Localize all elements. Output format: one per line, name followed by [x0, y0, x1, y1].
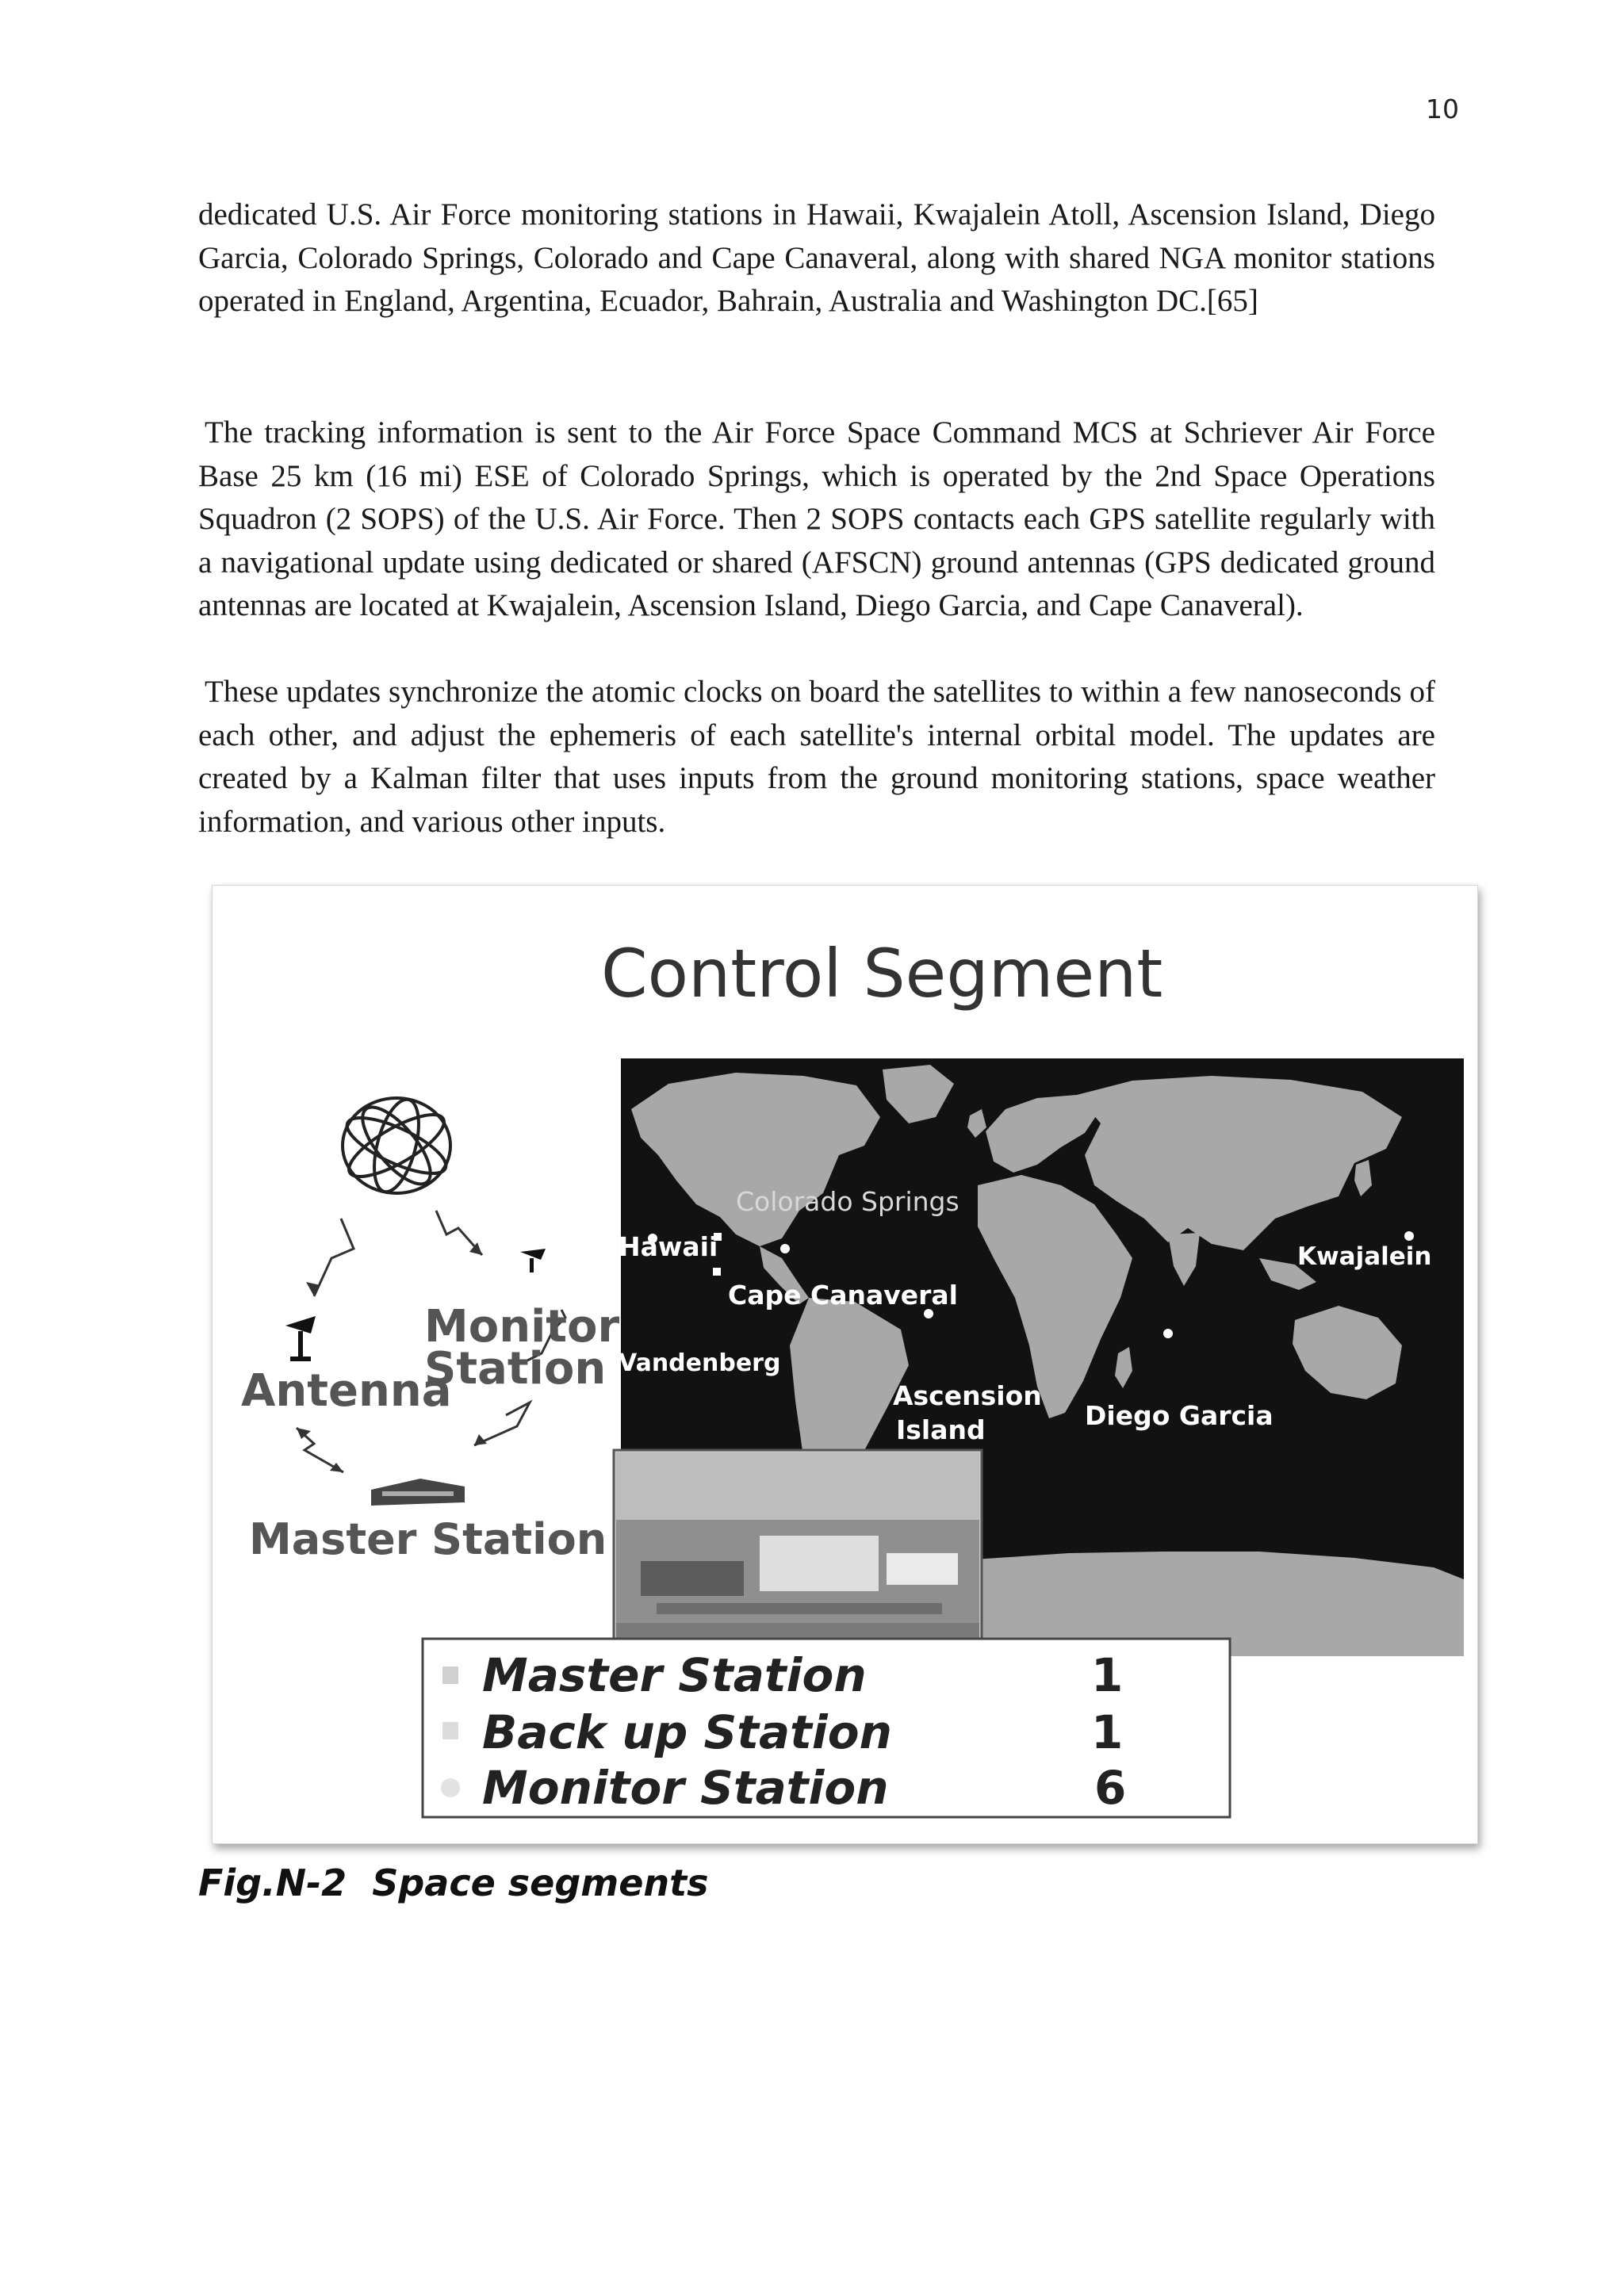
diego-garcia-marker: [1163, 1329, 1173, 1338]
paragraph-1-text: dedicated U.S. Air Force monitoring stations in Hawaii, Kwajalein Atoll, Ascension Island, Diego Garcia, Colorado Springs, Colorado and Cape Canaveral, along with shared NGA monitor stations operated in England, Argentina, Ecuador, Bahrain, Australia and Washington DC.[65]: [198, 197, 1435, 318]
satellite-orbits-icon: [340, 1095, 453, 1196]
label-monitor-line2: Station: [424, 1343, 607, 1395]
paragraph-1: [198, 193, 1435, 323]
paragraph-2: [198, 411, 1435, 628]
label-hawaii: Hawaii: [619, 1231, 718, 1262]
legend-marker-master: [442, 1667, 458, 1684]
legend-label-monitor: Monitor Station: [482, 1761, 889, 1815]
legend-marker-backup: [442, 1722, 458, 1739]
legend-count-backup: 1: [1091, 1705, 1124, 1759]
label-diego-garcia: Diego Garcia: [1085, 1400, 1274, 1431]
monitor-station-icon: [520, 1249, 546, 1272]
control-segment-figure: [212, 885, 1478, 1844]
label-antenna: Antenna: [241, 1365, 452, 1417]
figure-title: Control Segment: [601, 935, 1163, 1012]
control-segment-diagram: [213, 886, 1477, 1843]
segment-labels: [241, 1301, 620, 1564]
page-number: 10: [1426, 94, 1459, 124]
legend-label-backup: Back up Station: [482, 1705, 892, 1759]
master-station-photo: [614, 1450, 982, 1663]
antenna-icon: [285, 1316, 316, 1361]
label-vandenberg: Vandenberg: [619, 1349, 781, 1377]
legend-label-master: Master Station: [482, 1648, 867, 1702]
paragraph-2-text: The tracking information is sent to the Air Force Space Command MCS at Schriever Air Force Base 25 km (16 mi) ESE of Colorado Springs, which is operated by the 2nd Space Operations Squadron (2 SOPS) of the U.S. Air Force. Then 2 SOPS contacts each GPS satellite regularly with a navigational update using dedicated or shared (AFSCN) ground antennas (GPS dedicated ground antennas are located at Kwajalein, Ascension Island, Diego Garcia, and Cape Canaveral).: [198, 415, 1435, 622]
label-master-station: Master Station: [249, 1514, 607, 1564]
label-cape-canaveral: Cape Canaveral: [728, 1280, 958, 1311]
label-kwajalein: Kwajalein: [1297, 1242, 1432, 1271]
kwajalein-marker: [1404, 1231, 1414, 1241]
label-ascension-line1: Ascension: [893, 1380, 1042, 1411]
master-station-icon: [371, 1479, 465, 1506]
vandenberg-marker: [713, 1268, 721, 1276]
legend-count-monitor: 6: [1094, 1761, 1127, 1815]
paragraph-3: [198, 671, 1435, 844]
label-colorado-springs: Colorado Springs: [736, 1186, 959, 1217]
legend-marker-monitor: [441, 1778, 460, 1797]
paragraph-3-text: These updates synchronize the atomic clocks on board the satellites to within a few nanoseconds of each other, and adjust the ephemeris of each satellite's internal orbital model. The updates are created by a Kalman filter that uses inputs from the ground monitoring stations, space weather information, and various other inputs.: [198, 675, 1435, 839]
legend-count-master: 1: [1091, 1648, 1124, 1702]
station-legend: [423, 1639, 1230, 1817]
label-monitor-line1: Monitor: [424, 1301, 620, 1353]
figure-caption: Fig.N-2 Space segments: [198, 1862, 709, 1904]
cape-canaveral-marker: [780, 1244, 790, 1253]
label-ascension-line2: Island: [896, 1414, 986, 1445]
